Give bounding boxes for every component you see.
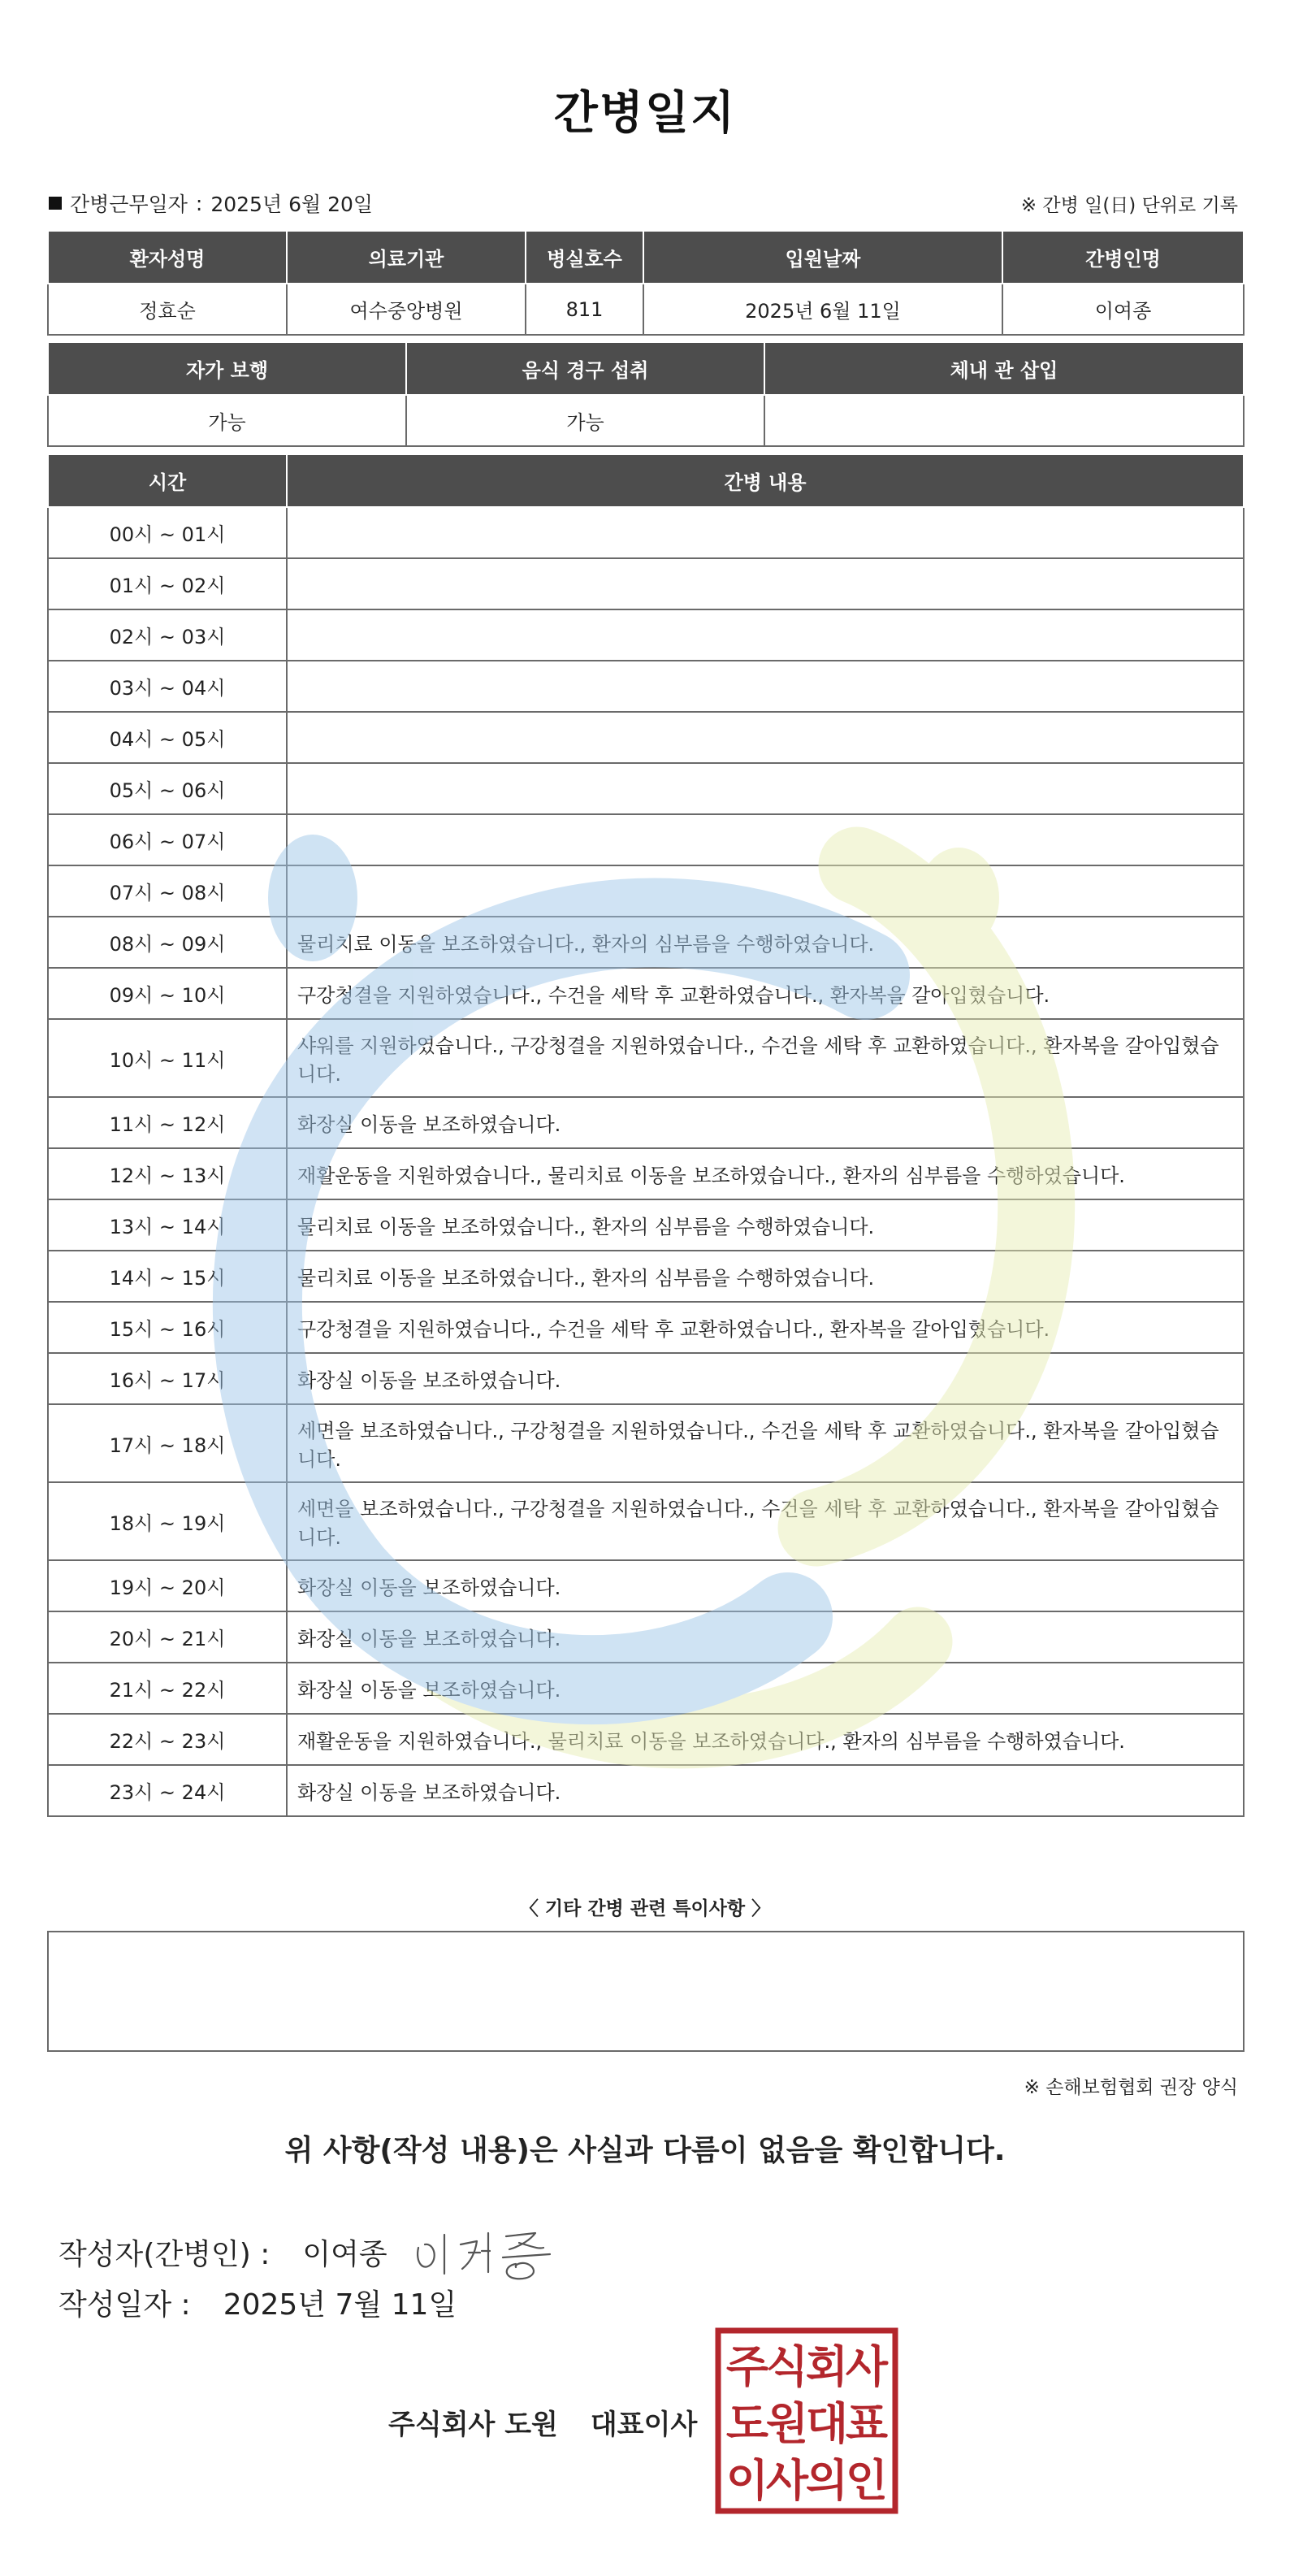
log-row [48, 1199, 1244, 1251]
log-row [48, 865, 1244, 917]
log-time: 04시 ~ 05시 [48, 712, 287, 763]
log-content [287, 763, 1244, 814]
log-content [287, 558, 1244, 609]
header-time: 시간 [48, 454, 287, 507]
log-row [48, 1714, 1244, 1765]
log-content: 세면을 보조하였습니다., 구강청결을 지원하였습니다., 수건을 세탁 후 교환하였습니다., 환자복을 갈아입혔습니다. [287, 1482, 1244, 1560]
log-time: 01시 ~ 02시 [48, 558, 287, 609]
duty-date-value: 2025년 6월 20일 [210, 193, 374, 216]
log-content: 구강청결을 지원하였습니다., 수건을 세탁 후 교환하였습니다., 환자복을 갈아입혔습니다. [287, 968, 1244, 1019]
log-time: 21시 ~ 22시 [48, 1663, 287, 1714]
log-content [287, 609, 1244, 661]
log-time: 13시 ~ 14시 [48, 1199, 287, 1251]
remarks-box [47, 1931, 1245, 2052]
log-content: 화장실 이동을 보조하였습니다. [287, 1097, 1244, 1148]
header-room-number: 병실호수 [526, 231, 643, 284]
header-caregiver-name: 간병인명 [1002, 231, 1244, 284]
self-walking-value: 가능 [48, 395, 406, 446]
patient-status-table [47, 341, 1245, 447]
svg-text:사: 사 [845, 2341, 889, 2392]
log-row [48, 507, 1244, 558]
log-row [48, 1097, 1244, 1148]
svg-text:의: 의 [805, 2455, 849, 2506]
log-content: 구강청결을 지원하였습니다., 수건을 세탁 후 교환하였습니다., 환자복을 갈아입혔습니다. [287, 1302, 1244, 1353]
log-row [48, 763, 1244, 814]
duty-date [49, 189, 373, 218]
log-content: 화장실 이동을 보조하였습니다. [287, 1663, 1244, 1714]
log-content [287, 661, 1244, 712]
log-row [48, 1611, 1244, 1663]
log-time: 16시 ~ 17시 [48, 1353, 287, 1404]
writer-name: 이여종 [302, 2237, 387, 2271]
written-date-line [58, 2282, 457, 2323]
header-care-content: 간병 내용 [287, 454, 1244, 507]
room-number: 811 [526, 284, 643, 335]
company-name: 주식회사 도원 [388, 2409, 558, 2441]
log-row [48, 968, 1244, 1019]
svg-text:인: 인 [845, 2455, 889, 2506]
log-time: 05시 ~ 06시 [48, 763, 287, 814]
log-time: 06시 ~ 07시 [48, 814, 287, 865]
document-title: 간병일지 [553, 87, 737, 140]
written-date-label: 작성일자 : [58, 2288, 191, 2322]
log-time: 00시 ~ 01시 [48, 507, 287, 558]
svg-text:대: 대 [805, 2398, 849, 2449]
log-time: 14시 ~ 15시 [48, 1251, 287, 1302]
log-row [48, 1353, 1244, 1404]
header-patient-name: 환자성명 [48, 231, 287, 284]
log-row [48, 1560, 1244, 1611]
svg-text:식: 식 [765, 2341, 809, 2392]
oral-intake-value: 가능 [406, 395, 764, 446]
log-content: 화장실 이동을 보조하였습니다. [287, 1560, 1244, 1611]
log-row [48, 1302, 1244, 1353]
log-content: 화장실 이동을 보조하였습니다. [287, 1611, 1244, 1663]
written-date-value: 2025년 7월 11일 [223, 2288, 457, 2322]
log-row [48, 558, 1244, 609]
log-content [287, 814, 1244, 865]
log-time: 23시 ~ 24시 [48, 1765, 287, 1816]
log-row [48, 814, 1244, 865]
duty-date-sep: : [195, 191, 203, 215]
log-content: 재활운동을 지원하였습니다., 물리치료 이동을 보조하였습니다., 환자의 심부름을 수행하였습니다. [287, 1148, 1244, 1199]
header-hospital: 의료기관 [287, 231, 526, 284]
log-time: 15시 ~ 16시 [48, 1302, 287, 1353]
patient-name: 정효순 [48, 284, 287, 335]
tube-insertion-value [764, 395, 1244, 446]
unit-note: ※ 간병 일(日) 단위로 기록 [1020, 195, 1238, 216]
svg-text:도: 도 [725, 2398, 769, 2449]
log-row [48, 661, 1244, 712]
log-content: 물리치료 이동을 보조하였습니다., 환자의 심부름을 수행하였습니다. [287, 1199, 1244, 1251]
log-time: 07시 ~ 08시 [48, 865, 287, 917]
company-line [388, 2402, 697, 2442]
log-row [48, 917, 1244, 968]
log-row [48, 1404, 1244, 1482]
svg-text:원: 원 [765, 2398, 809, 2449]
log-content: 세면을 보조하였습니다., 구강청결을 지원하였습니다., 수건을 세탁 후 교환하였습니다., 환자복을 갈아입혔습니다. [287, 1404, 1244, 1482]
log-time: 20시 ~ 21시 [48, 1611, 287, 1663]
log-content: 화장실 이동을 보조하였습니다. [287, 1765, 1244, 1816]
header-tube-insertion: 체내 관 삽입 [764, 342, 1244, 395]
header-self-walking: 자가 보행 [48, 342, 406, 395]
log-time: 08시 ~ 09시 [48, 917, 287, 968]
company-role: 대표이사 [590, 2409, 698, 2441]
log-time: 12시 ~ 13시 [48, 1148, 287, 1199]
log-time: 19시 ~ 20시 [48, 1560, 287, 1611]
care-log-table [47, 453, 1245, 1817]
log-content: 물리치료 이동을 보조하였습니다., 환자의 심부름을 수행하였습니다. [287, 917, 1244, 968]
form-note: ※ 손해보험협회 권장 양식 [1024, 2077, 1238, 2098]
log-time: 03시 ~ 04시 [48, 661, 287, 712]
log-content: 화장실 이동을 보조하였습니다. [287, 1353, 1244, 1404]
log-row [48, 1251, 1244, 1302]
svg-text:주: 주 [725, 2341, 769, 2392]
log-row [48, 1663, 1244, 1714]
log-row [48, 1019, 1244, 1097]
company-seal-stamp [715, 2327, 898, 2514]
patient-info-table [47, 230, 1245, 336]
admission-date: 2025년 6월 11일 [643, 284, 1002, 335]
caregiver-name: 이여종 [1002, 284, 1244, 335]
svg-text:사: 사 [765, 2455, 809, 2506]
duty-date-label: 간병근무일자 [70, 193, 188, 216]
svg-text:표: 표 [845, 2398, 889, 2449]
header-admission-date: 입원날짜 [643, 231, 1002, 284]
log-time: 10시 ~ 11시 [48, 1019, 287, 1097]
header-oral-intake: 음식 경구 섭취 [406, 342, 764, 395]
log-content [287, 712, 1244, 763]
svg-text:이: 이 [725, 2455, 769, 2506]
log-content: 샤워를 지원하였습니다., 구강청결을 지원하였습니다., 수건을 세탁 후 교환하였습니다., 환자복을 갈아입혔습니다. [287, 1019, 1244, 1097]
log-time: 09시 ~ 10시 [48, 968, 287, 1019]
log-row [48, 712, 1244, 763]
log-content [287, 507, 1244, 558]
confirm-statement: 위 사항(작성 내용)은 사실과 다름이 없음을 확인합니다. [284, 2134, 1006, 2167]
log-time: 02시 ~ 03시 [48, 609, 287, 661]
log-content [287, 865, 1244, 917]
handwritten-signature [412, 2215, 574, 2288]
log-row [48, 609, 1244, 661]
remarks-title: 〈 기타 간병 관련 특이사항 〉 [519, 1898, 771, 1919]
hospital-name: 여수중앙병원 [287, 284, 526, 335]
log-content: 재활운동을 지원하였습니다., 물리치료 이동을 보조하였습니다., 환자의 심부름을 수행하였습니다. [287, 1714, 1244, 1765]
log-time: 11시 ~ 12시 [48, 1097, 287, 1148]
log-content: 물리치료 이동을 보조하였습니다., 환자의 심부름을 수행하였습니다. [287, 1251, 1244, 1302]
log-row [48, 1765, 1244, 1816]
log-row [48, 1482, 1244, 1560]
log-time: 17시 ~ 18시 [48, 1404, 287, 1482]
square-bullet-icon [49, 197, 62, 210]
writer-label: 작성자(간병인) : [58, 2237, 271, 2271]
log-row [48, 1148, 1244, 1199]
log-time: 22시 ~ 23시 [48, 1714, 287, 1765]
svg-text:회: 회 [805, 2341, 849, 2392]
writer-line [58, 2215, 574, 2288]
log-time: 18시 ~ 19시 [48, 1482, 287, 1560]
